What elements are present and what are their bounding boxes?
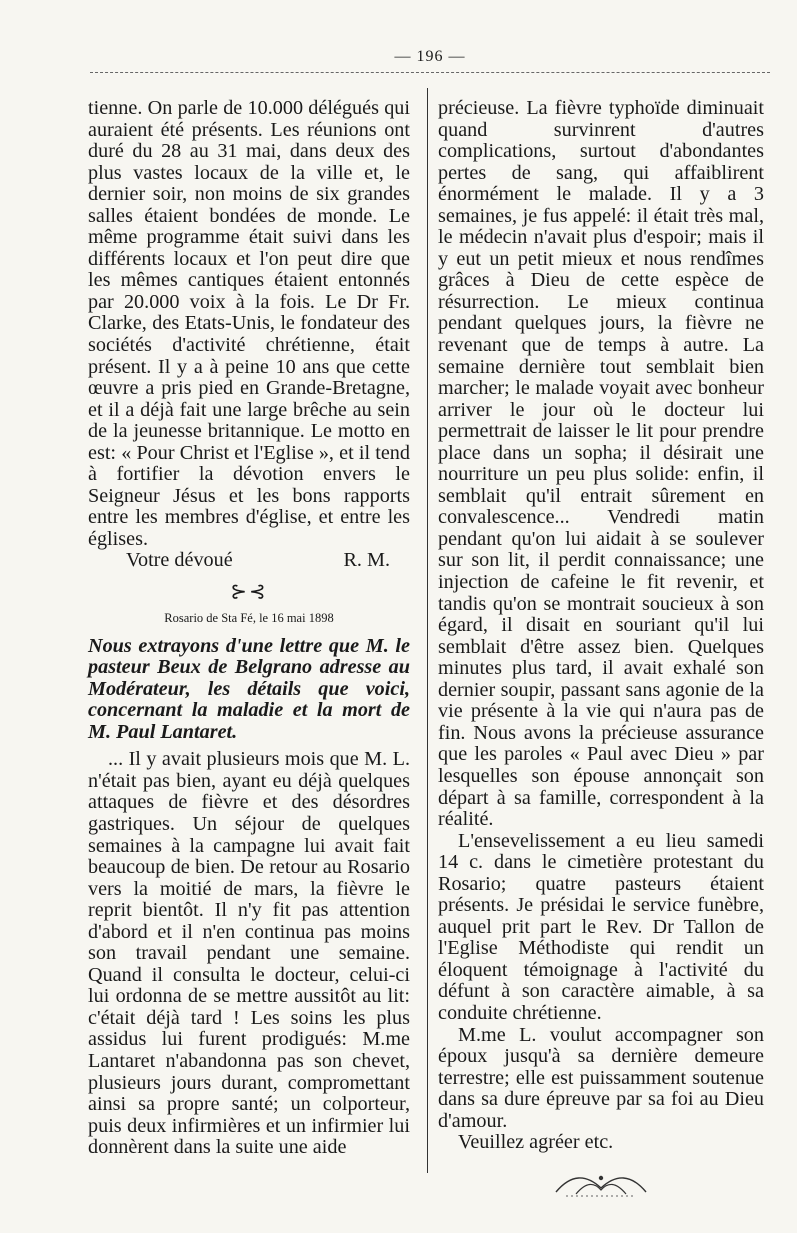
dateline: Rosario de Sta Fé, le 16 mai 1898 bbox=[164, 610, 334, 625]
closing-line: Veuillez agréer etc. bbox=[458, 1131, 614, 1154]
ornament-icon: ⊱⊰ bbox=[230, 581, 268, 604]
right-column bbox=[438, 98, 764, 1207]
signoff-closing: Votre dévoué bbox=[126, 549, 233, 572]
column-divider bbox=[427, 88, 428, 1173]
page-number: — 196 — bbox=[394, 48, 466, 65]
page-header bbox=[90, 48, 770, 78]
left-column bbox=[88, 98, 410, 1159]
paragraph: précieuse. La fièvre typhoïde diminuait quand survinrent d'autres complications, surtout d'abondantes pertes de sang, qui affaiblirent énormément le malade. Il y a 3 semaines, je fus appelé: il était très mal, le médecin n'avait plus d'espoir; mais il y eut un petit mieux et nous rendîmes grâces à Dieu de cette espèce de résurrection. Le mieux continua pendant quelques jours, la fièvre ne revenant que de temps à autre. La semaine dernière tout semblait bien marcher; le malade voyait avec bonheur arriver le jour où le docteur lui permettrait de laisser le lit pour prendre place dans un sopha; il désirait une nourriture un peu plus solide: enfin, il semblait qu'il entrait sûrement en convalescence... Vendredi matin pendant qu'on lui aidait à se soulever sur son lit, il perdit connaissance; une injection de cafeine le fit revenir, et tandis qu'on se montrait soucieux à son égard, il disait en souriant qu'il lui semblait d'être assez bien. Quelques minutes plus tard, il avait exhalé son dernier soupir, passant sans agonie de la vie présente à la vie qui n'aura pas de fin. Nous avons la précieuse assurance que les paroles « Paul avec Dieu » par lesquelles son épouse annonçait son départ à sa famille, correspondent à la réalité. bbox=[438, 97, 764, 831]
paragraph: ... Il y avait plusieurs mois que M. L. n'était pas bien, ayant eu déjà quelques attaques de fièvre et des désordres gastriques. Un séjour de quelques semaines à la campagne lui avait fait beaucoup de bien. De retour au Rosario vers la moitié de mars, la fièvre le reprit bientôt. Il n'y fit pas attention d'abord et il n'en continua pas moins son travail pendant une semaine. Quand il consulta le docteur, celui-ci lui ordonna de se mettre aussitôt au lit: c'était déjà tard ! Les soins les plus assidus lui furent prodigués: M.me Lantaret n'abandonna pas son chevet, plusieurs jours durant, compromettant ainsi sa propre santé; un colporteur, puis deux infirmières et un infirmier lui donnèrent dans la suite une aide bbox=[88, 748, 410, 1159]
paragraph: tienne. On parle de 10.000 délégués qui auraient été présents. Les réunions ont duré du 28 au 31 mai, dans deux des plus vastes locaux de la ville et, le dernier soir, non moins de six grandes salles étaient bondées de monde. Le même programme était suivi dans les différents locaux et l'on peut dire que les mêmes cantiques étaient entonnés par 20.000 voix à la fois. Le Dr Fr. Clarke, des Etats-Unis, le fondateur des sociétés d'activité chrétienne, était présent. Il y a à peine 10 ans que cette œuvre a pris pied en Grande-Bretagne, et il a déjà fait une large brêche au sein de la jeunesse britannique. Le motto en est: « Pour Christ et l'Eglise », et il tend à fortifier la dévotion envers le Seigneur Jésus et les bons rapports entre les membres d'église, et entre les églises. bbox=[88, 97, 410, 550]
paragraph: L'ensevelissement a eu lieu samedi 14 c. dans le cimetière protestant du Rosario; quatre pasteurs étaient présents. Je présidai le service funèbre, auquel prit part le Rev. Dr Tallon de l'Eglise Méthodiste qui rendit un éloquent témoignage à l'activité du défunt à son caractère aimable, à sa conduite chrétienne. bbox=[438, 829, 764, 1024]
paragraph: M.me L. voulut accompagner son époux jusqu'à sa dernière demeure terrestre; elle est puissamment soutenue dans sa dure épreuve par sa foi au Dieu d'amour. bbox=[438, 1023, 764, 1132]
signoff-initials: R. M. bbox=[343, 549, 390, 572]
end-ornament-icon bbox=[438, 1168, 764, 1208]
lead-paragraph: Nous extrayons d'une lettre que M. le pasteur Beux de Belgrano adresse au Modérateur, les détails que voici, concernant la maladie et la mort de M. Paul Lantaret. bbox=[88, 634, 410, 743]
header-rule bbox=[90, 72, 770, 73]
signoff bbox=[88, 550, 410, 572]
